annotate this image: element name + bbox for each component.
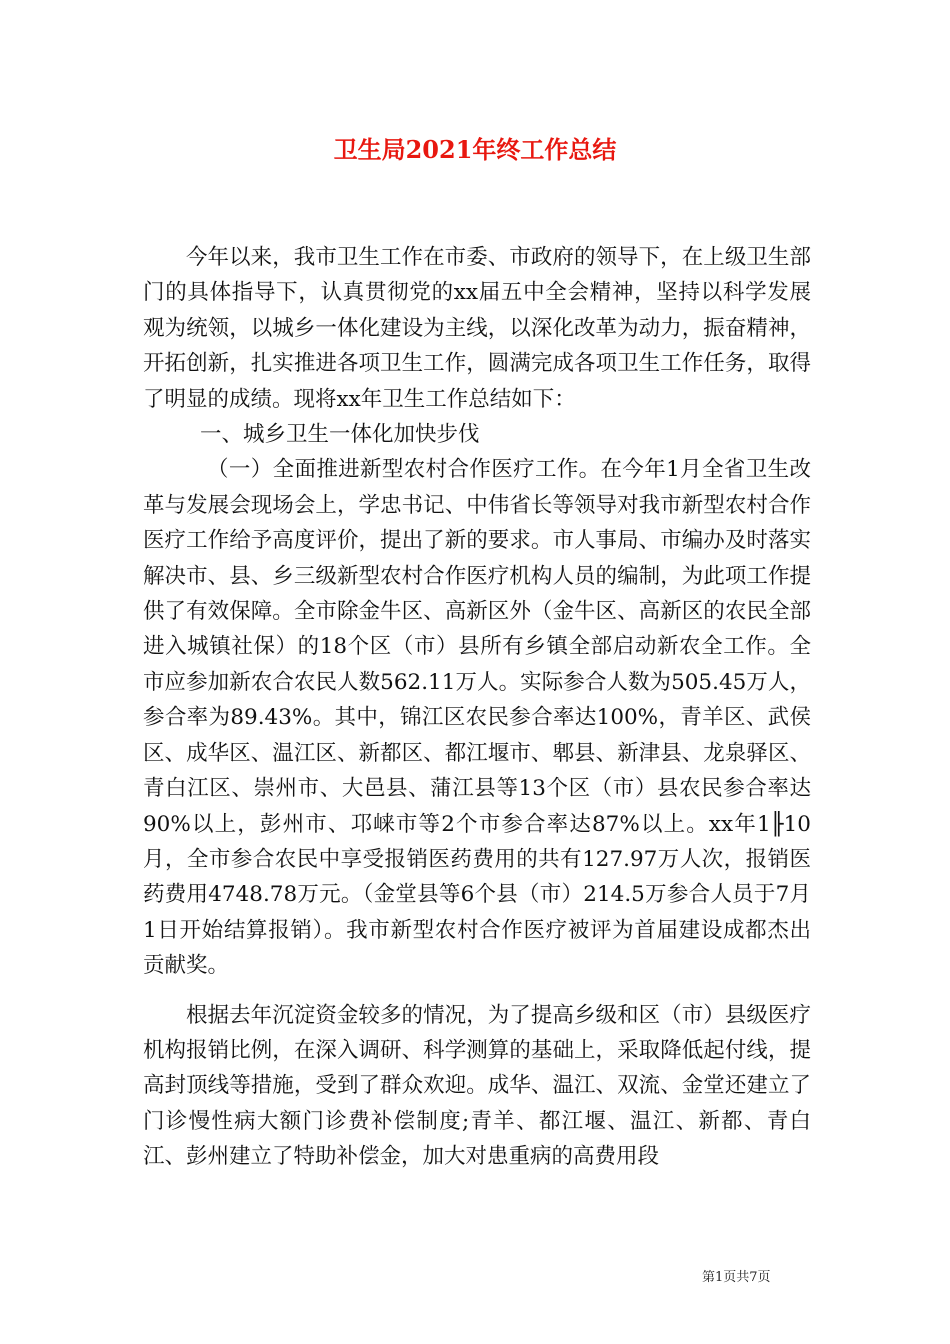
section-heading: 一、城乡卫生一体化加快步伐 [200, 422, 480, 448]
page-indicator: 第1页共7页 [702, 1270, 771, 1285]
document-title: 卫生局2021年终工作总结 [333, 135, 617, 164]
subsection-paragraph: （一）全面推进新型农村合作医疗工作。在今年1月全省卫生改革与发展会现场会上，学忠书记、中伟省长等领导对我市新型农村合作医疗工作给予高度评价，提出了新的要求。市人事局、市编办及时落实解决市、县、乡三级新型农村合作医疗机构人员的编制，为此项工作提供了有效保障。全市除金牛区、高新区外（金牛区、高新区的农民全部进入城镇社保）的18个区（市）县所有乡镇全部启动新农全工作。全市应参加新农合农民人数562.11万人。实际参合人数为505.45万人，参合率为89.43%。其中，锦江区农民参合率达100%，青羊区、武侯区、成华区、温江区、新都区、都江堰市、郫县、新津县、龙泉驿区、青白江区、崇州市、大邑县、蒲江县等13个区（市）县农民参合率达90%以上，彭州市、邛崃市等2个市参合率达87%以上。xx年1╟10月，全市参合农民中享受报销医药费用的共有127.97万人次，报销医药费用4748.78万元。（金堂县等6个县（市）214.5万参合人员于7月1日开始结算报销）。我市新型农村合作医疗被评为首届建设成都杰出贡献奖。 [143, 457, 811, 979]
intro-paragraph: 今年以来，我市卫生工作在市委、市政府的领导下，在上级卫生部门的具体指导下，认真贯彻党的xx届五中全会精神，坚持以科学发展观为统领，以城乡一体化建设为主线，以深化改革为动力，振奋精神，开拓创新，扎实推进各项卫生工作，圆满完成各项卫生工作任务，取得了明显的成绩。现将xx年卫生工作总结如下： [143, 245, 811, 412]
document-body [143, 240, 811, 1175]
followup-paragraph: 根据去年沉淀资金较多的情况，为了提高乡级和区（市）县级医疗机构报销比例，在深入调研、科学测算的基础上，采取降低起付线，提高封顶线等措施，受到了群众欢迎。成华、温江、双流、金堂还建立了门诊慢性病大额门诊费补偿制度;青羊、都江堰、温江、新都、青白江、彭州建立了特助补偿金，加大对患重病的高费用段 [143, 1002, 811, 1170]
